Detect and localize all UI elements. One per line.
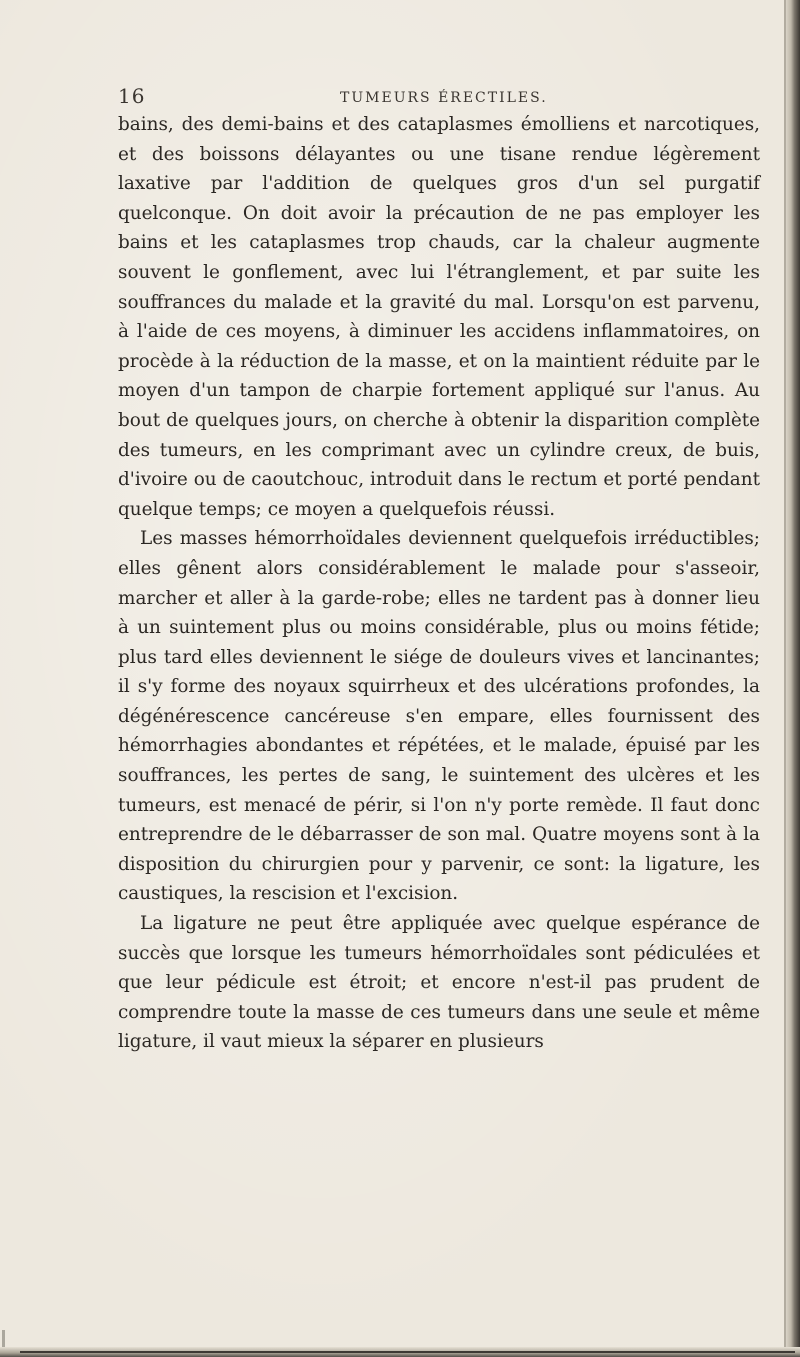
paragraph: bains, des demi-bains et des cataplasmes émolliens et narcotiques, et des boissons délayantes ou une tisane rendue légèrement laxative par l'addition de quelques gros d'un sel purgatif quelconque. On doit avoir la précaution de ne pas employer les bains et les cataplasmes trop chauds, car la chaleur augmente souvent le gonflement, avec lui l'étranglement, et par suite les souffrances du malade et la gravité du mal. Lorsqu'on est parvenu, à l'aide de ces moyens, à diminuer les accidens inflammatoires, on procède à la réduction de la masse, et on la maintient réduite par le moyen d'un tampon de charpie fortement appliqué sur l'anus. Au bout de quelques jours, on cherche à obtenir la disparition complète des tumeurs, en les comprimant avec un cylindre creux, de buis, d'ivoire ou de caoutchouc, introduit dans le rectum et porté pendant quelque temps; ce moyen a quelquefois réussi. [118,114,760,520]
running-head: TUMEURS ÉRECTILES. [340,90,548,106]
page-number: 16 [118,84,146,108]
body-text [118,110,760,1057]
bottom-border-line [20,1351,795,1353]
paragraph: La ligature ne peut être appliquée avec quelque espérance de succès que lorsque les tumeurs hémorrhoïdales sont pédiculées et que leur pédicule est étroit; et encore n'est-il pas prudent de comprendre toute la masse de ces tumeurs dans une seule et même ligature, il vaut mieux la séparer en plusieurs [118,913,760,1053]
paragraph: Les masses hémorrhoïdales deviennent quelquefois irréductibles; elles gênent alors considérablement le malade pour s'asseoir, marcher et aller à la garde-robe; elles ne tardent pas à donner lieu à un suintement plus ou moins considérable, plus ou moins fétide; plus tard elles deviennent le siége de douleurs vives et lancinantes; il s'y forme des noyaux squirrheux et des ulcérations profondes, la dégénérescence cancéreuse s'en empare, elles fournissent des hémorrhagies abondantes et répétées, et le malade, épuisé par les souffrances, les pertes de sang, le suintement des ulcères et les tumeurs, est menacé de périr, si l'on n'y porte remède. Il faut donc entreprendre de le débarrasser de son mal. Quatre moyens sont à la disposition du chirurgien pour y parvenir, ce sont: la ligature, les caustiques, la rescision et l'excision. [118,528,760,905]
book-spine-edge [786,0,800,1357]
